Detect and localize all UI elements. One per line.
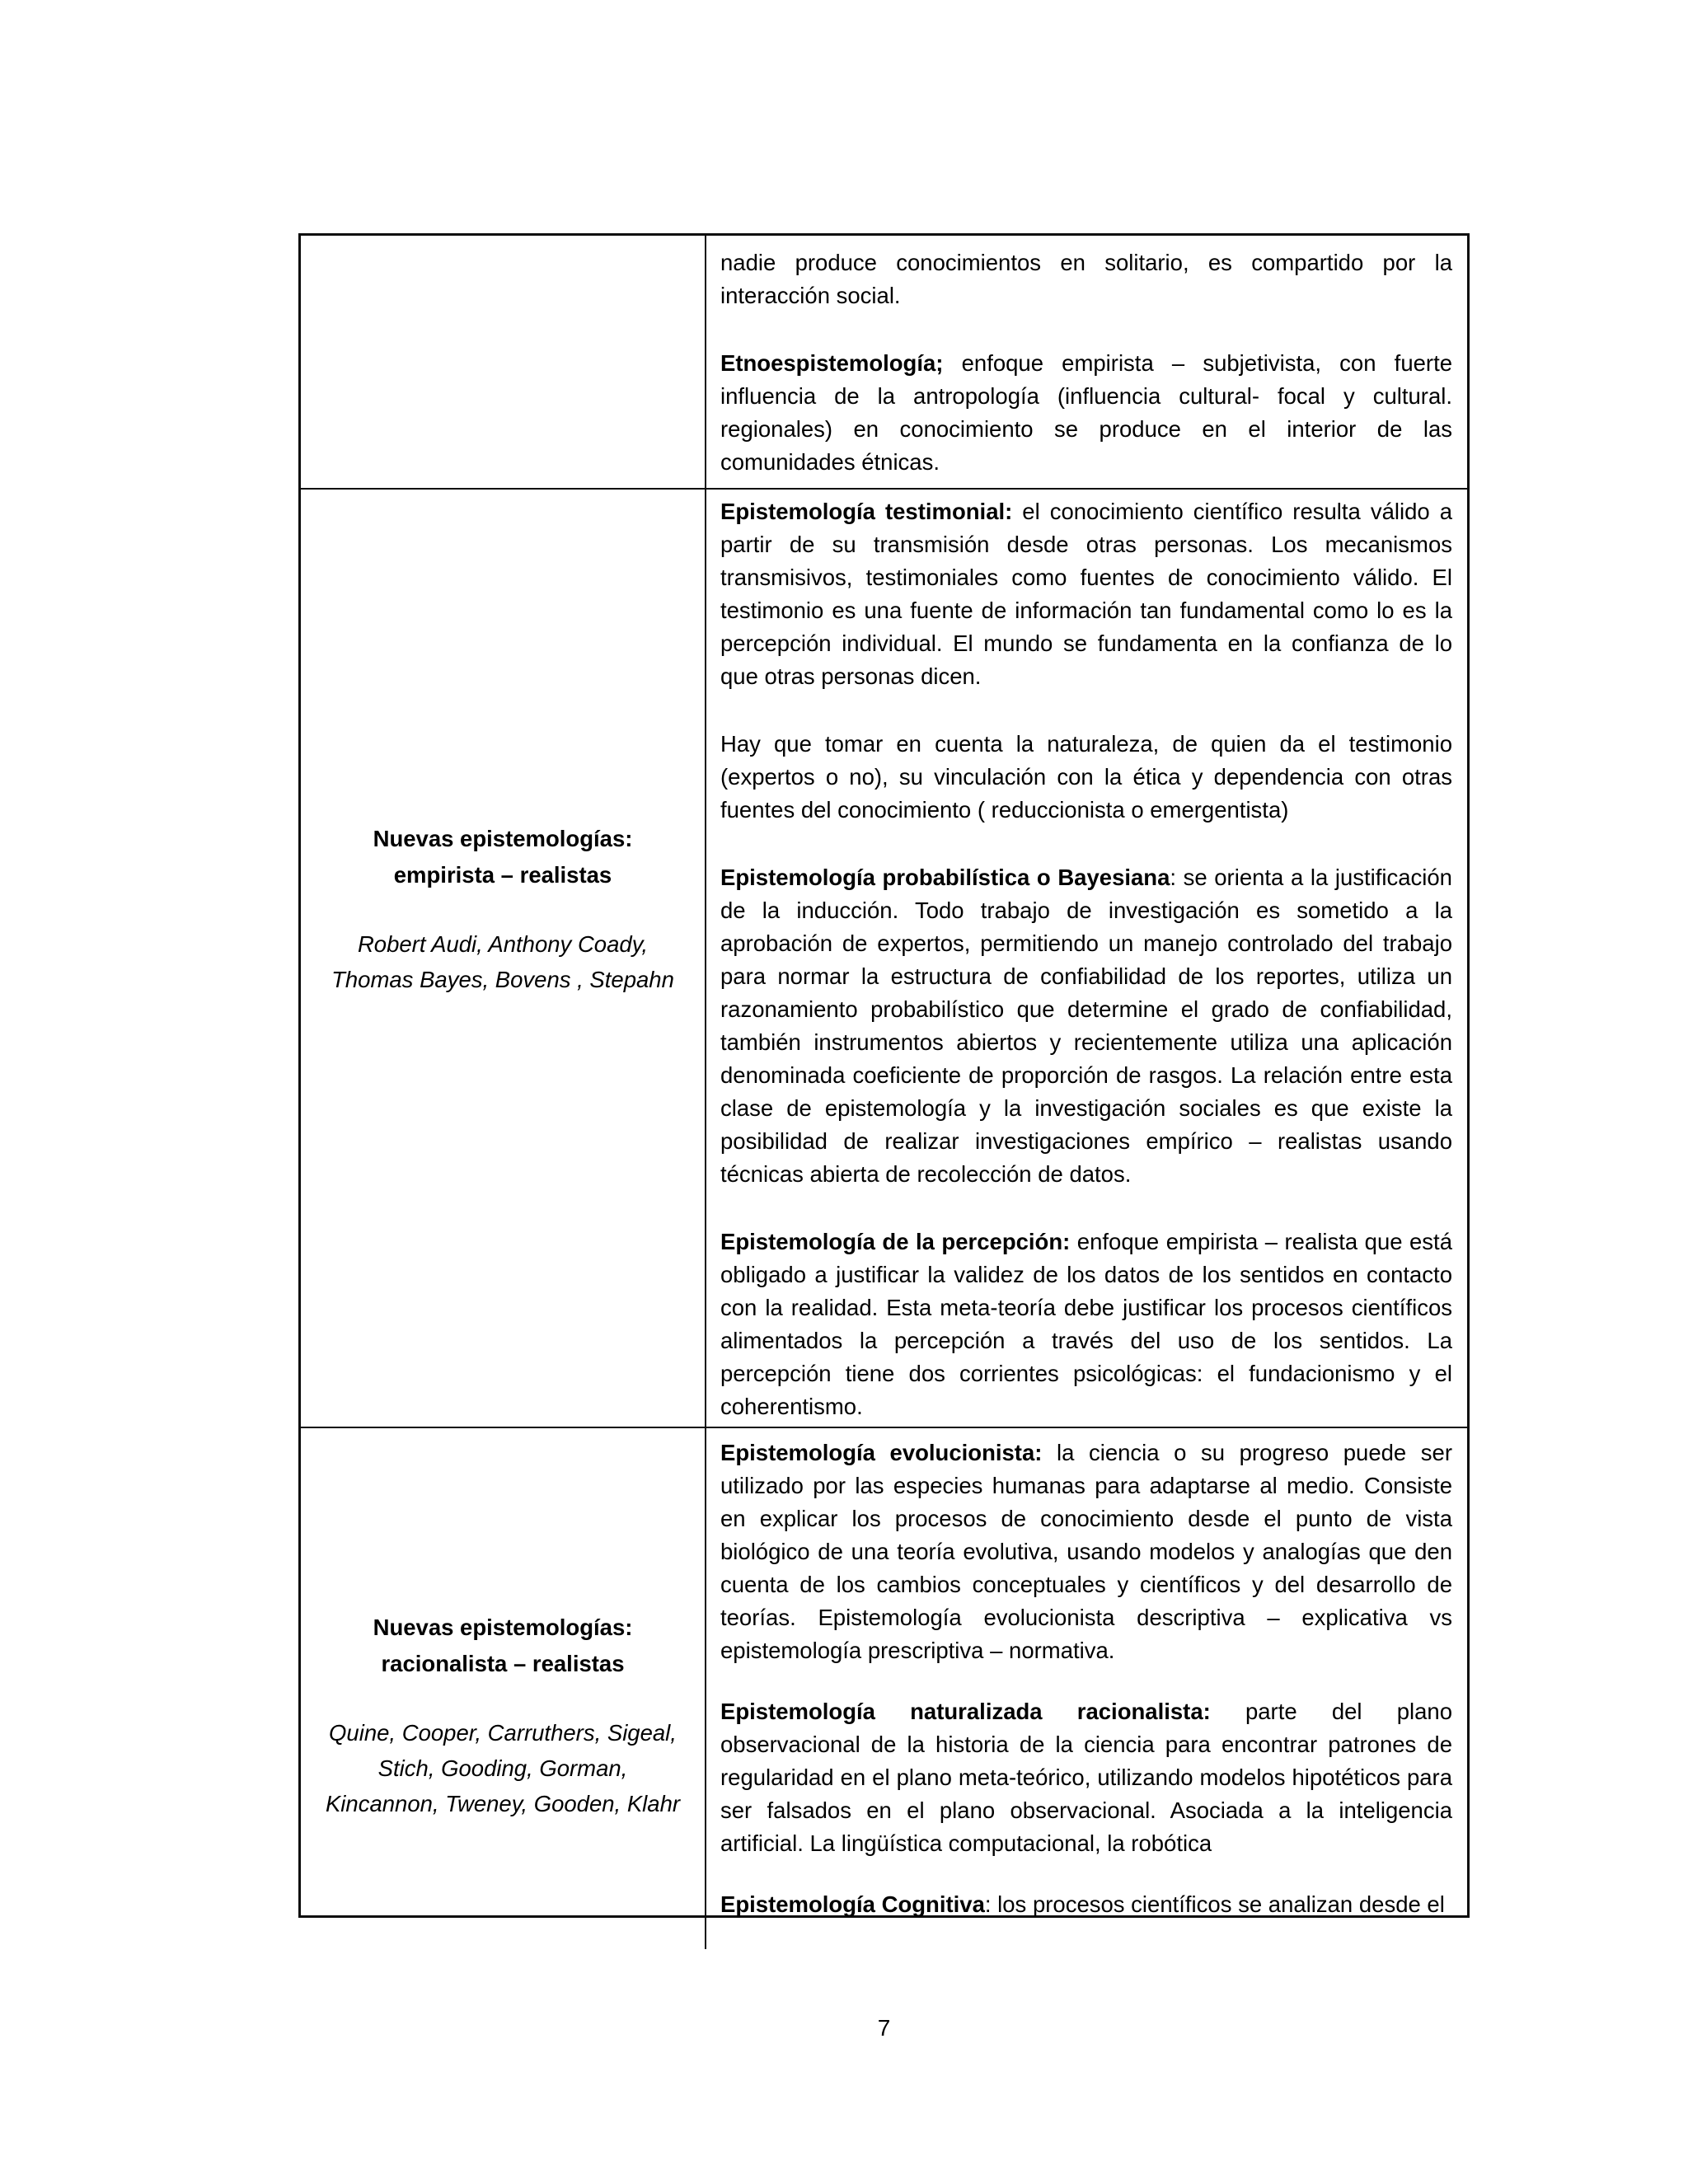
paragraph-lead: Epistemología probabilística o Bayesiana xyxy=(720,865,1170,890)
paragraph-text: la ciencia o su progreso puede ser utilizado por las especies humanas para adaptarse al medio. Consiste en explicar los procesos de conocimiento desde el punto de vista biológico de una teoría evolutiva, usando modelos y analogías que den cuenta de los cambios conceptuales y científicos y del desarrollo de teorías. Epistemología evolucionista descriptiva – explicativa vs epistemología prescriptiva – normativa. xyxy=(720,1440,1452,1663)
topic-title: Nuevas epistemologías: empirista – realistas xyxy=(373,825,633,888)
table-row xyxy=(301,236,1467,488)
epistemologies-table xyxy=(298,233,1470,1918)
paragraph-lead: Epistemología Cognitiva xyxy=(720,1891,985,1917)
description-paragraph xyxy=(720,495,1452,693)
cell-topic-racionalista-realistas xyxy=(301,1428,706,1949)
description-paragraph xyxy=(720,246,1452,312)
paragraph-text: Hay que tomar en cuenta la naturaleza, de quien da el testimonio (expertos o no), su vinculación con la ética y dependencia con otras fuentes del conocimiento ( reduccionista o emergentista) xyxy=(720,731,1452,823)
paragraph-lead: Epistemología evolucionista: xyxy=(720,1440,1043,1465)
description-paragraph xyxy=(720,861,1452,1191)
topic-authors: Quine, Cooper, Carruthers, Sigeal, Stich, Gooding, Gorman, Kincannon, Tweney, Gooden, Klahr xyxy=(325,1719,681,1816)
paragraph-lead: Etnoespistemología; xyxy=(720,350,944,376)
paragraph-text: : se orienta a la justificación de la inducción. Todo trabajo de investigación es sometido a la aprobación de expertos, permitiendo un manejo controlado del trabajo para normar la estructura de confiabilidad de los reportes, utiliza un razonamiento probabilístico que determine el grado de confiabilidad, también instrumentos abiertos y recientemente utiliza una aplicación denominada coeficiente de proporción de rasgos. La relación entre esta clase de epistemología y la investigación sociales es que existe la posibilidad de realizar investigaciones empírico – realistas usando técnicas abierta de recolección de datos. xyxy=(720,865,1452,1187)
cell-description xyxy=(706,1428,1467,1949)
cell-topic-empirista-realistas xyxy=(301,490,706,1427)
paragraph-text: parte del plano observacional de la historia de la ciencia para encontrar patrones de regularidad en el plano meta-teórico, utilizando modelos hipotéticos para ser falsados en el plano observacional. Asociada a la inteligencia artificial. La lingüística computacional, la robótica xyxy=(720,1699,1452,1856)
cell-description xyxy=(706,236,1467,488)
page-number: 7 xyxy=(877,2015,891,2041)
topic-title: Nuevas epistemologías: racionalista – realistas xyxy=(373,1614,633,1676)
description-paragraph xyxy=(720,728,1452,827)
paragraph-text: nadie produce conocimientos en solitario, es compartido por la interacción social. xyxy=(720,250,1452,308)
description-paragraph xyxy=(720,1436,1452,1667)
paragraph-text: el conocimiento científico resulta válido a partir de su transmisión desde otras personas. Los mecanismos transmisivos, testimoniales como fuentes de conocimiento válido. El testimonio es una fuente de información tan fundamental como lo es la percepción individual. El mundo se fundamenta en la confianza de lo que otras personas dicen. xyxy=(720,499,1452,689)
topic-authors: Robert Audi, Anthony Coady, Thomas Bayes, Bovens , Stepahn xyxy=(331,930,674,992)
paragraph-text: enfoque empirista – realista que está obligado a justificar la validez de los datos de los sentidos en contacto con la realidad. Esta meta-teoría debe justificar los procesos científicos alimentados la percepción a través del uso de los sentidos. La percepción tiene dos corrientes psicológicas: el fundacionismo y el coherentismo. xyxy=(720,1229,1452,1419)
table-row xyxy=(301,488,1467,1427)
paragraph-lead: Epistemología testimonial: xyxy=(720,499,1013,524)
cell-topic-empty xyxy=(301,236,706,488)
paragraph-lead: Epistemología de la percepción: xyxy=(720,1229,1071,1254)
table-row xyxy=(301,1427,1467,1949)
cell-description xyxy=(706,490,1467,1427)
description-paragraph xyxy=(720,347,1452,479)
description-paragraph xyxy=(720,1888,1452,1921)
paragraph-lead: Epistemología naturalizada racionalista: xyxy=(720,1699,1211,1724)
description-paragraph xyxy=(720,1695,1452,1860)
paragraph-text: enfoque empirista – subjetivista, con fuerte influencia de la antropología (influencia cultural- focal y cultural. regionales) en conocimiento se produce en el interior de las comunidades étnicas. xyxy=(720,350,1452,475)
description-paragraph xyxy=(720,1226,1452,1423)
paragraph-text: : los procesos científicos se analizan desde el xyxy=(984,1891,1445,1917)
